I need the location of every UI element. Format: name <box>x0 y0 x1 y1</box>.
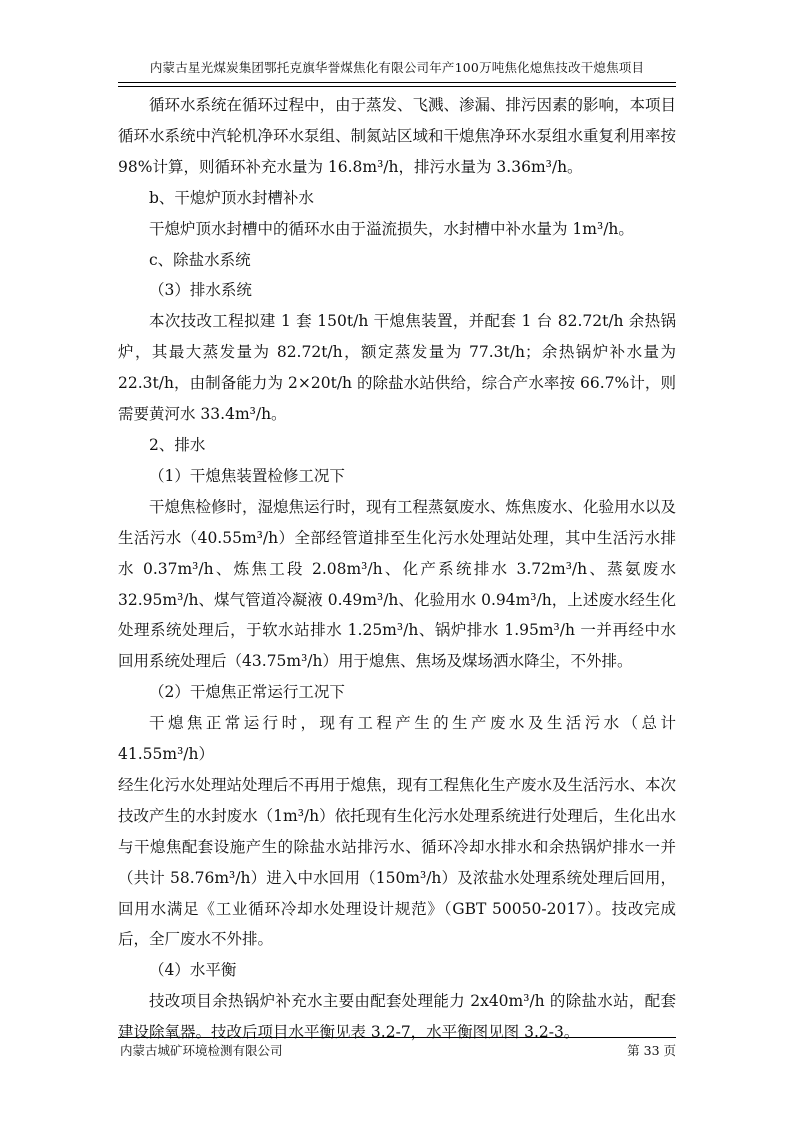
heading-b-water-seal: b、干熄炉顶水封槽补水 <box>149 188 314 207</box>
footer-rule <box>118 1037 676 1038</box>
heading-1-maintenance: （1）干熄焦装置检修工况下 <box>149 466 345 485</box>
header-rule <box>118 82 676 83</box>
paragraph-water-balance: 技改项目余热锅炉补充水主要由配套处理能力 2x40m³/h 的除盐水站，配套建设除氧器。技改后项目水平衡见表 3.2-7，水平衡图见图 3.2-3。 <box>118 992 676 1042</box>
paragraph-normal-operation-1: 干熄焦正常运行时，现有工程产生的生产废水及生活污水（总计 41.55m³/h） <box>118 714 676 764</box>
paragraph-circulating-water: 循环水系统在循环过程中，由于蒸发、飞溅、渗漏、排污因素的影响，本项目循环水系统中汽轮机净环水泵组、制氮站区域和干熄焦净环水泵组水重复利用率按 98%计算，则循环补充水量为 16.8m³/h，排污水量为 3.36m³/h。 <box>118 96 677 176</box>
footer-company: 内蒙古城矿环境检测有限公司 <box>120 1043 283 1058</box>
heading-2-normal-operation: （2）干熄焦正常运行工况下 <box>149 683 345 702</box>
header-rule-thin <box>118 86 676 87</box>
heading-2-drainage: 2、排水 <box>149 435 206 454</box>
body-text <box>118 90 676 1048</box>
paragraph-boiler: 本次技改工程拟建 1 套 150t/h 干熄焦装置，并配套 1 台 82.72t/h 余热锅炉，其最大蒸发量为 82.72t/h，额定蒸发量为 77.3t/h；余热锅炉补水量为 22.3t/h，由制备能力为 2×20t/h 的除盐水站供给，综合产水率按 66.7%计，则需要黄河水 33.4m³/h。 <box>118 312 676 424</box>
paragraph-water-seal: 干熄炉顶水封槽中的循环水由于溢流损失，水封槽中补水量为 1m³/h。 <box>149 219 634 238</box>
heading-4-water-balance: （4）水平衡 <box>149 961 237 980</box>
paragraph-normal-operation-2: 经生化污水处理站处理后不再用于熄焦，现有工程焦化生产废水及生活污水、本次技改产生的水封废水（1m³/h）依托现有生化污水处理系统进行处理后，生化出水与干熄焦配套设施产生的除盐水站排污水、循环冷却水排水和余热锅炉排水一并（共计 58.76m³/h）进入中水回用（150m³/h）及浓盐水处理系统处理后回用，回用水满足《工业循环冷却水处理设计规范》（GBT 50050-2017）。技改完成后，全厂废水不外排。 <box>118 775 677 949</box>
footer-page-number: 第 33 页 <box>627 1043 676 1058</box>
heading-3-drainage-system: （3）排水系统 <box>149 281 252 300</box>
page-header: 内蒙古星光煤炭集团鄂托克旗华誉煤焦化有限公司年产100万吨焦化熄焦技改干熄焦项目 <box>149 60 645 75</box>
heading-c-desalted-water: c、除盐水系统 <box>149 250 251 269</box>
paragraph-maintenance: 干熄焦检修时，湿熄焦运行时，现有工程蒸氨废水、炼焦废水、化验用水以及生活污水（40.55m³/h）全部经管道排至生化污水处理站处理，其中生活污水排水 0.37m³/h、炼焦工段 2.08m³/h、化产系统排水 3.72m³/h、蒸氨废水 32.95m³/h、煤气管道冷凝液 0.49m³/h、化验用水 0.94m³/h，上述废水经生化处理系统处理后，于软水站排水 1.25m³/h、锅炉排水 1.95m³/h 一并再经中水回用系统处理后（43.75m³/h）用于熄焦、焦场及煤场洒水降尘，不外排。 <box>118 497 677 671</box>
